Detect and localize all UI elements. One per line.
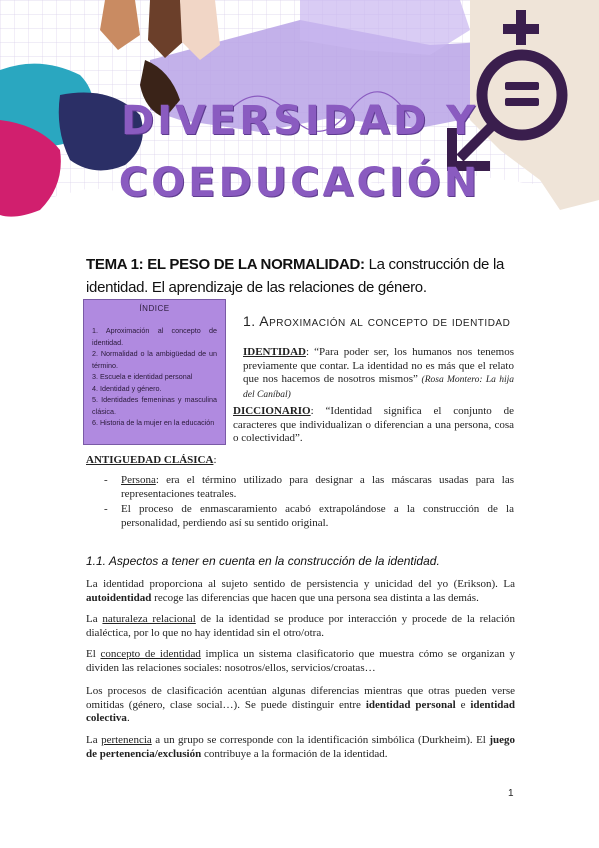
antiguedad-heading <box>86 454 217 466</box>
paragraph-naturaleza <box>86 613 515 640</box>
page-title-line2: COEDUCACIÓN <box>118 160 481 206</box>
paragraph-autoidentidad <box>86 578 515 605</box>
antiguedad-label: ANTIGUEDAD CLÁSICA <box>86 454 214 466</box>
bold-term: juego de pertenencia/exclusión <box>86 734 515 760</box>
bullet-term: Persona <box>121 474 156 486</box>
section-heading: 1. Aproximación al concepto de identidad <box>243 313 511 329</box>
paragraph-text: El <box>86 648 101 660</box>
index-item: 2. Normalidad o la ambigüedad de un término. <box>92 349 217 370</box>
bullet-dash: - <box>104 503 108 515</box>
paragraph-text: recoge las diferencias que hacen que una persona sea distinta a las demás. <box>151 591 479 604</box>
underlined-term: concepto de identidad <box>100 648 201 660</box>
index-title: ÍNDICE <box>139 304 170 313</box>
tema-heading <box>86 253 516 299</box>
index-box <box>83 299 226 445</box>
page-number: 1 <box>508 788 514 799</box>
identidad-source: (Rosa Montero: La hija del Caníbal) <box>243 375 514 400</box>
index-item: 1. Aproximación al concepto de identidad. <box>92 326 217 347</box>
paragraph-text: contribuye a la formación de la identidad. <box>201 747 388 760</box>
diccionario-paragraph <box>233 405 514 446</box>
bullet-text: : era el término utilizado para designar a las máscaras usadas para las representaciones teatrales. <box>121 474 514 500</box>
antiguedad-colon: : <box>213 454 217 466</box>
underlined-term: pertenencia <box>101 734 152 746</box>
paragraph-text: de la identidad se produce por interacción y procede de la relación dialéctica, por lo que no hay identidad sin el otro/otra. <box>86 613 515 639</box>
paragraph-text: a un grupo se corresponde con la identificación simbólica (Durkheim). El <box>151 734 490 746</box>
header-banner <box>0 0 599 240</box>
tema-subtitle: La construcción de la identidad. El aprendizaje de las relaciones de género. <box>86 256 505 296</box>
paragraph-text: La <box>86 734 102 746</box>
bullet-item <box>104 474 514 501</box>
paragraph-text: La identidad proporciona al sujeto sentido de persistencia y unicidad del yo (Erikson). La <box>86 578 515 590</box>
bullet-text: El proceso de enmascaramiento acabó extrapolándose a la construcción de la personalidad, perdiendo así su sentido original. <box>121 503 514 529</box>
bold-term: identidad colectiva <box>86 698 515 725</box>
paragraph-procesos <box>86 685 515 726</box>
diccionario-term: DICCIONARIO <box>233 405 311 417</box>
paragraph-text: e <box>455 698 471 711</box>
page-title-line1: DIVERSIDAD Y <box>120 98 479 144</box>
index-item: 4. Identidad y género. <box>92 383 162 393</box>
identidad-term: IDENTIDAD <box>243 346 306 358</box>
identidad-text: : “Para poder ser, los humanos nos tenemos previamente que contar. La identidad no es más que el relato que nos hacemos de nosotros mismos” <box>243 346 514 386</box>
underlined-term: naturaleza relacional <box>102 613 196 625</box>
subsection-heading: 1.1. Aspectos a tener en cuenta en la construcción de la identidad. <box>86 554 440 568</box>
bold-term: autoidentidad <box>86 591 152 604</box>
bullet-dash: - <box>104 474 108 486</box>
paragraph-pertenencia <box>86 734 515 761</box>
paragraph-text: Los procesos de clasificación acentúan algunas diferencias mientras que otras pueden verse omitidas (género, clase social…). Se puede distinguir entre <box>86 685 515 711</box>
index-item: 6. Historia de la mujer en la educación <box>92 418 215 427</box>
tema-label: TEMA 1: EL PESO DE LA NORMALIDAD: <box>86 256 365 273</box>
index-item: 3. Escuela e identidad personal <box>92 372 193 381</box>
paragraph-text: La <box>86 613 103 625</box>
bullet-item <box>104 503 514 530</box>
bold-term: identidad personal <box>365 698 456 711</box>
paragraph-text: . <box>126 712 130 725</box>
identidad-paragraph <box>243 346 514 402</box>
diccionario-text: : “Identidad significa el conjunto de caracteres que individualizan o diferencian a una persona, cosa o colectividad”. <box>233 405 514 445</box>
paragraph-text: implica un sistema clasificatorio que muestra cómo se organizan y dividen las relaciones sociales: nosotros/ellos, servicios/croatas… <box>86 648 515 674</box>
paragraph-concepto <box>86 648 515 675</box>
index-item: 5. Identidades femeninas y masculina clásica. <box>92 395 217 416</box>
index-list <box>92 325 217 429</box>
